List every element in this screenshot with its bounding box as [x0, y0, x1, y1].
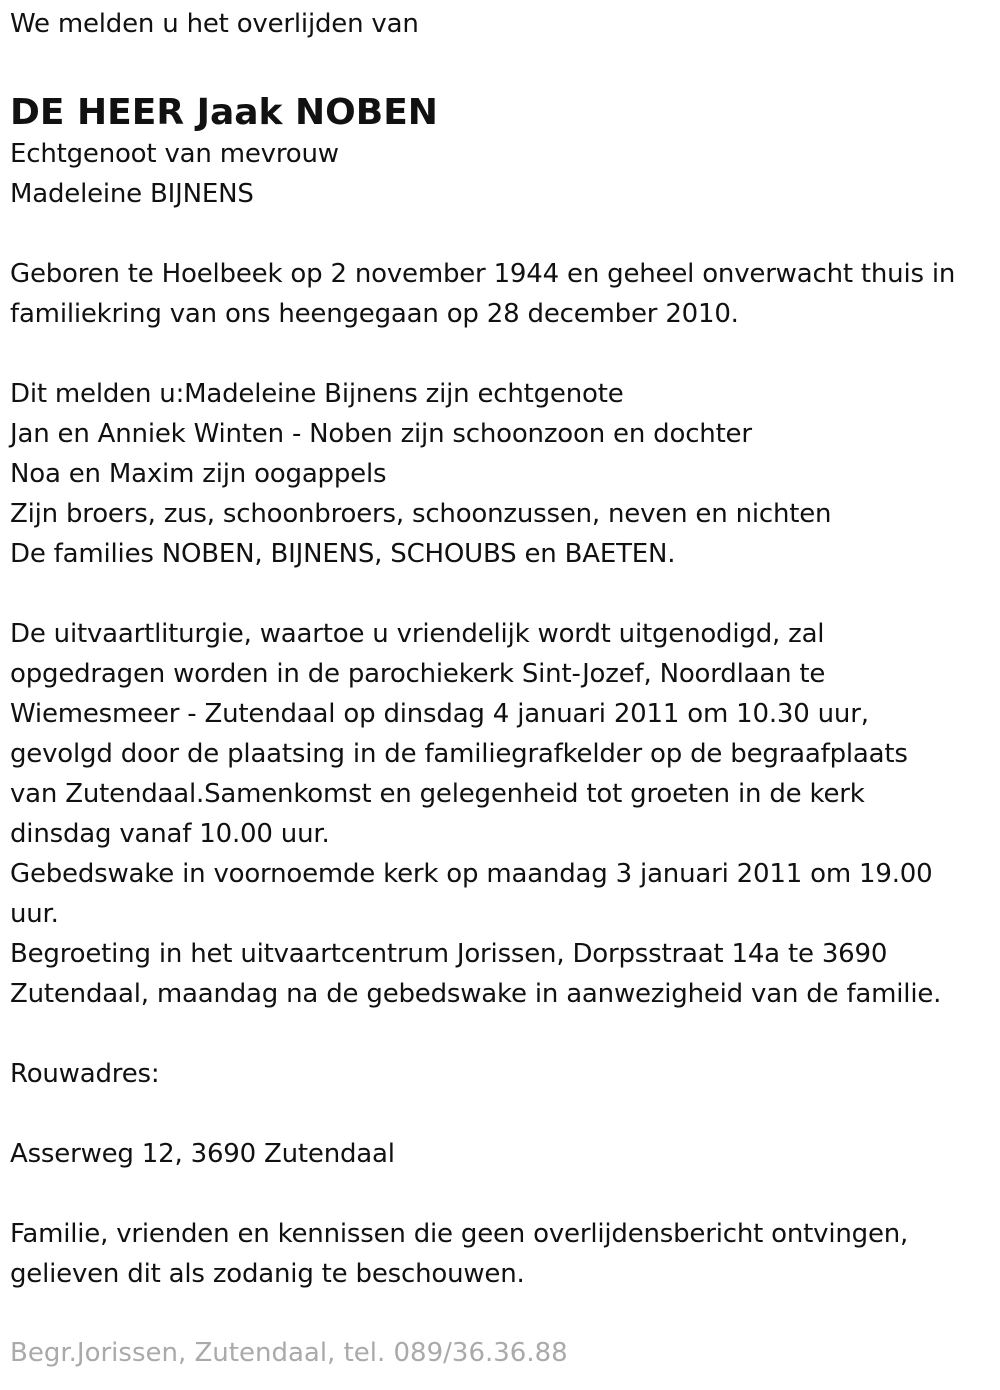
spouse-line: Madeleine BIJNENS — [10, 179, 254, 209]
family-block — [10, 374, 995, 574]
funeral-line: De uitvaartliturgie, waartoe u vriendelijk wordt uitgenodigd, zal — [10, 619, 825, 649]
notice-line: gelieven dit als zodanig te beschouwen. — [10, 1259, 525, 1289]
funeral-home-footer: Begr.Jorissen, Zutendaal, tel. 089/36.36.88 — [10, 1338, 568, 1368]
funeral-line: Begroeting in het uitvaartcentrum Jorissen, Dorpsstraat 14a te 3690 — [10, 939, 888, 969]
spouse-line: Echtgenoot van mevrouw — [10, 139, 339, 169]
deceased-name: DE HEER Jaak NOBEN — [10, 92, 438, 133]
family-line: Zijn broers, zus, schoonbroers, schoonzussen, neven en nichten — [10, 499, 832, 529]
funeral-line: Gebedswake in voornoemde kerk op maandag 3 januari 2011 om 19.00 — [10, 859, 933, 889]
notice-line: Familie, vrienden en kennissen die geen overlijdensbericht ontvingen, — [10, 1219, 909, 1249]
family-line: De families NOBEN, BIJNENS, SCHOUBS en BAETEN. — [10, 539, 676, 569]
birth-death-line: Geboren te Hoelbeek op 2 november 1944 en geheel onverwacht thuis in — [10, 259, 956, 289]
notice-block — [10, 1214, 995, 1294]
funeral-line: dinsdag vanaf 10.00 uur. — [10, 819, 330, 849]
funeral-line: van Zutendaal.Samenkomst en gelegenheid tot groeten in de kerk — [10, 779, 865, 809]
funeral-line: uur. — [10, 899, 59, 929]
funeral-line: gevolgd door de plaatsing in de familiegrafkelder op de begraafplaats — [10, 739, 908, 769]
intro-text: We melden u het overlijden van — [10, 9, 419, 39]
funeral-line: Zutendaal, maandag na de gebedswake in aanwezigheid van de familie. — [10, 979, 942, 1009]
mourning-address: Asserweg 12, 3690 Zutendaal — [10, 1139, 395, 1169]
family-line: Dit melden u:Madeleine Bijnens zijn echtgenote — [10, 379, 624, 409]
birth-death-line: familiekring van ons heengegaan op 28 december 2010. — [10, 299, 739, 329]
family-line: Noa en Maxim zijn oogappels — [10, 459, 387, 489]
funeral-line: Wiemesmeer - Zutendaal op dinsdag 4 januari 2011 om 10.30 uur, — [10, 699, 869, 729]
funeral-block — [10, 614, 995, 1014]
address-label: Rouwadres: — [10, 1059, 160, 1089]
family-line: Jan en Anniek Winten - Noben zijn schoonzoon en dochter — [10, 419, 752, 449]
funeral-line: opgedragen worden in de parochiekerk Sint-Jozef, Noordlaan te — [10, 659, 826, 689]
birth-death-block — [10, 254, 995, 334]
death-notice — [10, 4, 995, 1294]
spouse-block — [10, 134, 995, 214]
